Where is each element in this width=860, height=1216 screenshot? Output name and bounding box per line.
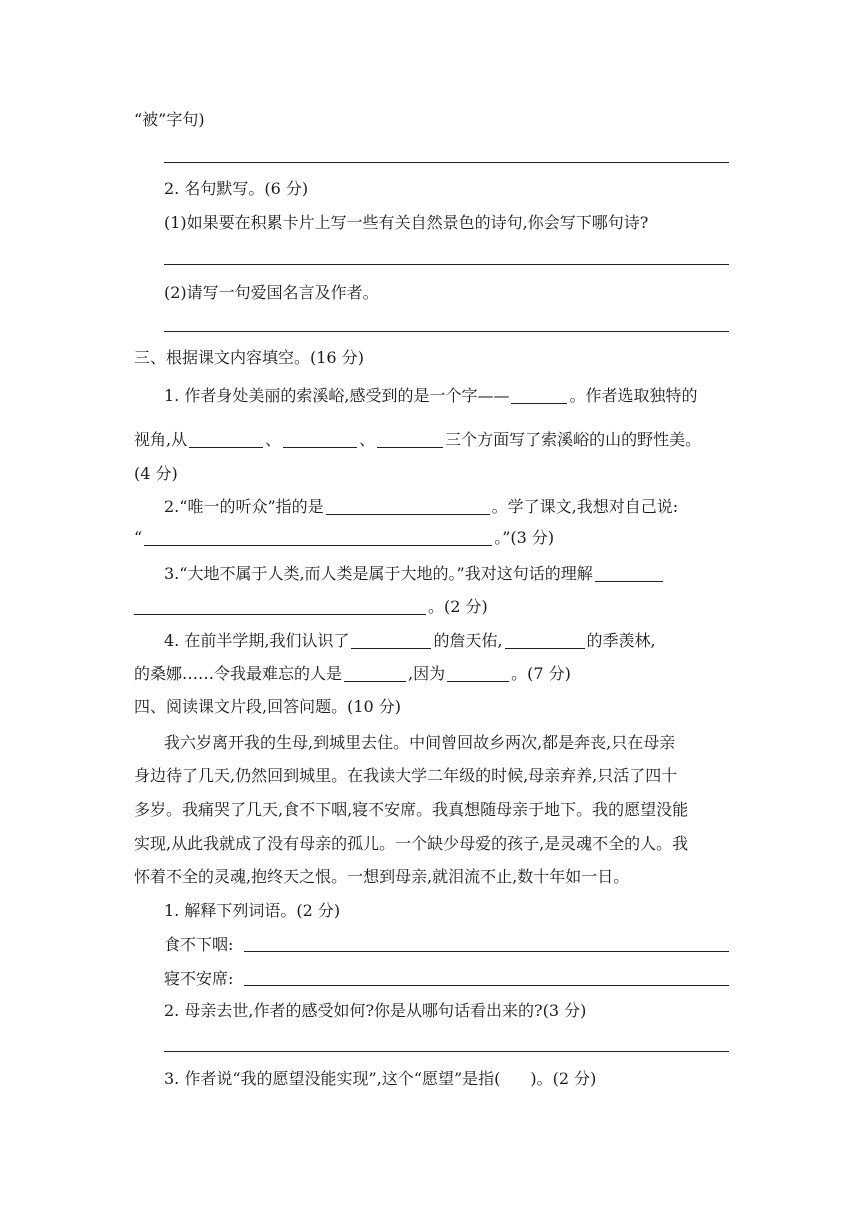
fill-blank[interactable] <box>351 632 431 649</box>
question-title: 2. 母亲去世,作者的感受如何?你是从哪句话看出来的?(3 分) <box>164 1001 587 1020</box>
passage-line: 怀着不全的灵魂,抱终天之恨。一想到母亲,就泪流不止,数十年如一日。 <box>134 867 630 886</box>
question-text: 三个方面写了索溪峪的山的野性美。 <box>445 430 702 449</box>
fill-blank[interactable] <box>595 565 663 582</box>
question-text: 4. 在前半学期,我们认识了 <box>164 631 350 650</box>
answer-line[interactable] <box>164 162 729 163</box>
question-text: 。(2 分) <box>428 597 488 616</box>
question-text: 。学了课文,我想对自己说: <box>491 497 679 516</box>
passage-line: 多岁。我痛哭了几天,食不下咽,寝不安席。我真想随母亲于地下。我的愿望没能 <box>134 800 689 819</box>
answer-line[interactable] <box>244 951 729 952</box>
choice-question <box>164 1069 596 1089</box>
fill-blank[interactable] <box>511 387 567 404</box>
subquestion: (1)如果要在积累卡片上写一些有关自然景色的诗句,你会写下哪句诗? <box>164 213 649 232</box>
question-text: 。(7 分) <box>511 664 571 683</box>
fill-question-cont <box>134 528 554 548</box>
fill-blank[interactable] <box>189 431 263 448</box>
fill-blank[interactable] <box>344 665 406 682</box>
question-text: 的詹天佑, <box>433 631 503 650</box>
passage-line: 实现,从此我就成了没有母亲的孤儿。一个缺少母爱的孩子,是灵魂不全的人。我 <box>134 834 689 853</box>
fill-question-cont <box>134 597 488 617</box>
question-text: 3.“大地不属于人类,而人类是属于大地的。”我对这句话的理解 <box>164 564 593 583</box>
fill-question-cont <box>134 664 571 684</box>
fill-question <box>164 386 697 406</box>
word-label: 食不下咽: <box>164 935 234 954</box>
fill-blank[interactable] <box>447 665 509 682</box>
question-text: 1. 作者身处美丽的索溪峪,感受到的是一个字—— <box>164 386 510 405</box>
word-label: 寝不安席: <box>164 969 234 988</box>
subquestion: (2)请写一句爱国名言及作者。 <box>164 283 379 302</box>
answer-line[interactable] <box>164 1051 729 1052</box>
quote-mark: “ <box>134 528 143 547</box>
fill-blank[interactable] <box>326 498 490 515</box>
question-text: ,因为 <box>408 664 446 683</box>
fill-blank[interactable] <box>134 598 426 615</box>
answer-line[interactable] <box>164 331 729 332</box>
fill-blank[interactable] <box>377 431 443 448</box>
fill-question <box>164 631 656 651</box>
question-text: 的桑娜……令我最难忘的人是 <box>134 664 343 683</box>
answer-line[interactable] <box>164 264 729 265</box>
question-text: 3. 作者说“我的愿望没能实现”,这个“愿望”是指( <box>164 1069 501 1088</box>
question-text: 2.“唯一的听众”指的是 <box>164 497 324 516</box>
fill-question <box>164 564 665 584</box>
section-heading: 四、阅读课文片段,回答问题。(10 分) <box>134 697 402 716</box>
fill-blank[interactable] <box>283 431 357 448</box>
separator: 、 <box>359 430 376 449</box>
question-text: 。”(3 分) <box>494 528 555 547</box>
fill-blank[interactable] <box>144 529 492 546</box>
answer-line[interactable] <box>244 985 729 986</box>
score-label: (4 分) <box>134 464 178 483</box>
fill-question-cont <box>134 430 701 450</box>
passage-line: 身边待了几天,仍然回到城里。在我读大学二年级的时候,母亲弃养,只活了四十 <box>134 766 678 785</box>
question-text: 。作者选取独特的 <box>569 386 698 405</box>
question-title: 1. 解释下列词语。(2 分) <box>164 901 341 920</box>
separator: 、 <box>265 430 282 449</box>
section-heading: 三、根据课文内容填空。(16 分) <box>134 348 364 367</box>
question-text: )。(2 分) <box>530 1069 597 1088</box>
passage-line: 我六岁离开我的生母,到城里去住。中间曾回故乡两次,都是奔丧,只在母亲 <box>164 733 676 752</box>
fill-question <box>164 497 678 517</box>
question-text: 视角,从 <box>134 430 188 449</box>
question-title: 2. 名句默写。(6 分) <box>164 179 309 198</box>
question-text: 的季羡林, <box>586 631 656 650</box>
continued-text: “被”字句) <box>134 110 205 129</box>
fill-blank[interactable] <box>505 632 585 649</box>
